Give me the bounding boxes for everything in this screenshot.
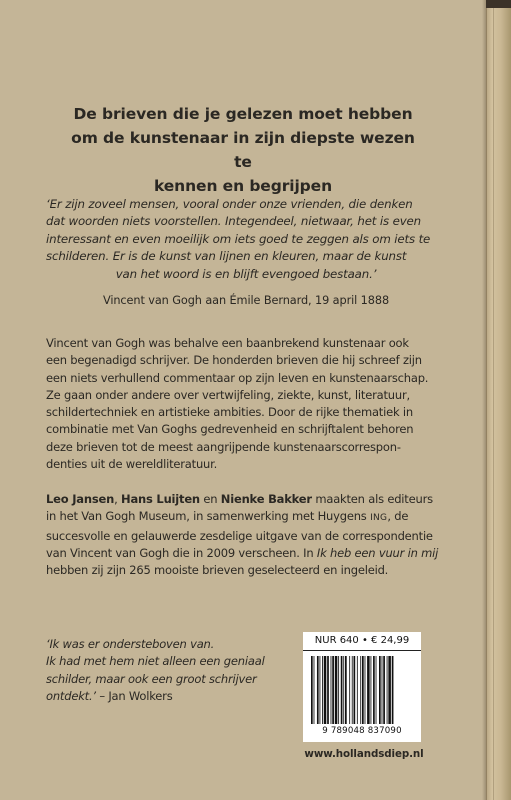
- barcode-bar: [341, 656, 343, 724]
- paragraph-line: van Vincent van Gogh die in 2009 verscheen. In Ik heb een vuur in mij: [46, 545, 439, 560]
- price-label: NUR 640 • € 24,99: [303, 632, 421, 651]
- barcode-bar: [382, 656, 383, 724]
- paragraph-line: deze brieven tot de meest aangrijpende kunstenaarscorrespon-: [46, 439, 401, 454]
- spine-top-edge: [486, 0, 511, 8]
- barcode-bar: [320, 656, 321, 724]
- publisher-url: www.hollandsdiep.nl: [304, 748, 424, 760]
- headline-line: om de kunstenaar in zijn diepste wezen te: [71, 129, 415, 171]
- quote-line: van het woord is en blijft evengoed bestaan.’: [115, 266, 377, 281]
- barcode-bar: [357, 656, 358, 724]
- barcode-label: [303, 632, 421, 742]
- barcode-bar: [373, 656, 375, 724]
- paragraph-line: schildertechniek en artistieke ambities. Door de rijke thematiek in: [46, 405, 413, 420]
- barcode-bar: [322, 656, 323, 724]
- barcode-bar: [376, 656, 377, 724]
- wolkers-quote: [46, 636, 296, 705]
- spine-shadow: [482, 0, 487, 800]
- barcode-bar: [317, 656, 319, 724]
- paragraph-line: combinatie met Van Goghs gedrevenheid en schrijftalent behoren: [46, 422, 414, 437]
- barcode-bar: [387, 656, 388, 724]
- quote-author: – Jan Wolkers: [95, 688, 173, 703]
- barcode-bar: [314, 656, 315, 724]
- barcode-bar: [327, 656, 329, 724]
- paragraph-line: succesvolle en gelauwerde zesdelige uitgave van de correspondentie: [46, 528, 433, 543]
- barcode-bar: [365, 656, 366, 724]
- quote-line: ‘Er zijn zoveel mensen, vooral onder onze vrienden, die denken: [46, 197, 413, 211]
- editors-paragraph: [46, 491, 446, 579]
- book-spine: [486, 0, 511, 800]
- barcode-bar: [392, 656, 394, 724]
- quote-line: ontdekt.’ – Jan Wolkers: [46, 688, 173, 703]
- paragraph-line: Ze gaan onder andere over vertwijfeling, ziekte, kunst, literatuur,: [46, 387, 410, 402]
- barcode-bar: [367, 656, 370, 724]
- isbn-number: 9 789048 837090: [322, 726, 402, 736]
- quote-line: ‘Ik was er ondersteboven van.: [46, 637, 215, 651]
- paragraph-line: hebben zij zijn 265 mooiste brieven geselecteerd en ingeleid.: [46, 563, 389, 578]
- barcode-bar: [360, 656, 361, 724]
- barcode-bar: [349, 656, 350, 724]
- paragraph-line: denties uit de wereldliteratuur.: [46, 457, 218, 472]
- headline: [70, 102, 416, 198]
- barcode-bar: [379, 656, 381, 724]
- barcode-bar: [343, 656, 344, 724]
- quote-line: Ik had met hem niet alleen een geniaal: [46, 654, 265, 669]
- paragraph-line: een niets verhullend commentaar op zijn leven en kunstenaarschap.: [46, 370, 429, 385]
- barcode-bar: [371, 656, 372, 724]
- paragraph-line: Vincent van Gogh was behalve een baanbrekend kunstenaar ook: [46, 336, 409, 350]
- editor-name: Hans Luijten: [121, 492, 200, 506]
- barcode-bar: [338, 656, 339, 724]
- headline-line: De brieven die je gelezen moet hebben: [73, 105, 413, 123]
- barcode-bar: [331, 656, 332, 724]
- description-paragraph: [46, 335, 446, 473]
- barcode-icon: [309, 656, 415, 724]
- barcode-bar: [388, 656, 391, 724]
- barcode-bar: [324, 656, 327, 724]
- quote-line: interessant en even moeilijk om iets goed te zeggen als om iets te: [46, 231, 431, 246]
- paragraph-line: in het Van Gogh Museum, in samenwerking met Huygens ING, de: [46, 509, 409, 524]
- barcode-bar: [335, 656, 338, 724]
- barcode-bar: [354, 656, 356, 724]
- quote-attribution: Vincent van Gogh aan Émile Bernard, 19 april 1888: [102, 294, 390, 307]
- barcode-bar: [362, 656, 364, 724]
- barcode-bar: [332, 656, 334, 724]
- barcode-bar: [311, 656, 313, 724]
- barcode-bar: [383, 656, 385, 724]
- spine-groove: [493, 0, 494, 800]
- barcode-bar: [352, 656, 353, 724]
- editor-name: Leo Jansen: [46, 492, 115, 506]
- headline-line: kennen en begrijpen: [153, 177, 333, 195]
- quote-line: schilderen. Er is de kunst van lijnen en kleuren, maar de kunst: [46, 249, 407, 264]
- editor-name: Nienke Bakker: [220, 492, 312, 506]
- quote-line: schilder, maar ook een groot schrijver: [46, 671, 257, 686]
- paragraph-line: Leo Jansen, Hans Luijten en Nienke Bakker maakten als editeurs: [46, 492, 433, 506]
- paragraph-line: een begenadigd schrijver. De honderden brieven die hij schreef zijn: [46, 353, 422, 368]
- quote-line: dat woorden niets voorstellen. Integendeel, nietwaar, het is even: [46, 214, 421, 229]
- van-gogh-quote: [46, 196, 446, 283]
- barcode-bar: [345, 656, 347, 724]
- book-title: Ik heb een vuur in mij: [316, 545, 439, 560]
